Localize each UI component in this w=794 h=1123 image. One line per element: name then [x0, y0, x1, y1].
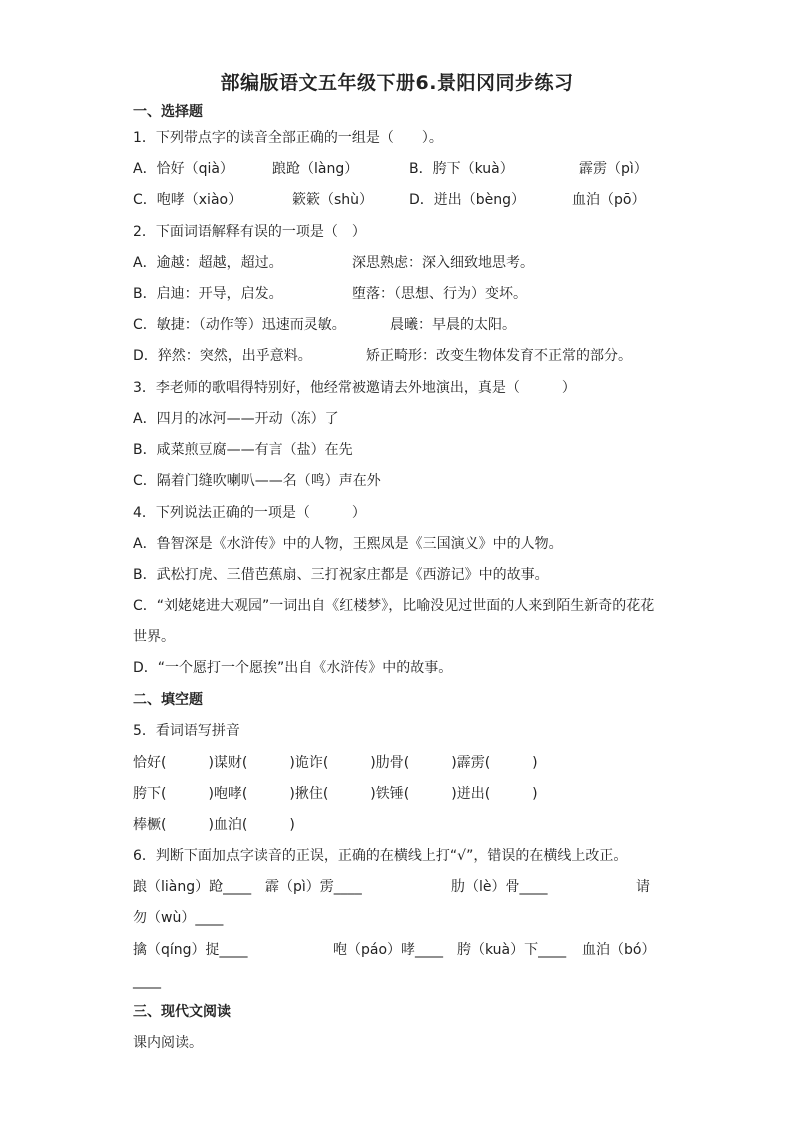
q1-option-c2: 簌簌（shù） [292, 192, 374, 208]
q6-item-1: 踉（liàng）跄____ [133, 879, 252, 895]
q3-option-a: A．四月的冰河——开动（冻）了 [133, 411, 339, 427]
q6-item-4-start: 请 [636, 879, 650, 895]
q2-option-a2: 深思熟虑：深入细致地思考。 [352, 255, 534, 271]
q4-option-a: A．鲁智深是《水浒传》中的人物，王熙凤是《三国演义》中的人物。 [133, 536, 563, 552]
question-1-stem: 1．下列带点字的读音全部正确的一组是（ ）。 [133, 130, 443, 146]
question-2-row-c [133, 315, 663, 335]
q1-option-a: A．恰好（qià） [133, 161, 234, 177]
q4-option-c-continued: 世界。 [133, 629, 175, 645]
question-2-row-a [133, 253, 663, 273]
section-heading-fill: 二、填空题 [133, 692, 203, 708]
question-2-stem: 2．下面词语解释有误的一项是（ ） [133, 224, 366, 240]
q6-row-2: 勿（wù）____ [133, 910, 224, 926]
section-heading-reading: 三、现代文阅读 [133, 1004, 231, 1020]
q4-option-c: C．“刘姥姥进大观园”一词出自《红楼梦》，比喻没见过世面的人来到陌生新奇的花花 [133, 598, 655, 614]
q2-option-b: B．启迪：开导，启发。 [133, 286, 283, 302]
q2-option-a: A．逾越：超越，超过。 [133, 255, 283, 271]
q1-option-c: C．咆哮（xiào） [133, 192, 243, 208]
q6-item-6: 咆（páo）哮____ [333, 942, 444, 958]
q5-row-3: 棒橛( )血泊( ) [133, 817, 295, 833]
question-4-stem: 4．下列说法正确的一项是（ ） [133, 505, 366, 521]
q1-option-a2: 踉跄（làng） [272, 161, 359, 177]
question-5-stem: 5．看词语写拼音 [133, 723, 240, 739]
q1-option-b: B．胯下（kuà） [409, 161, 514, 177]
q2-option-d: D．猝然：突然，出乎意料。 [133, 348, 312, 364]
question-2-row-b [133, 284, 663, 304]
q6-row-4: ____ [133, 973, 161, 989]
section-heading-choice: 一、选择题 [133, 104, 203, 120]
q1-option-d: D．迸出（bèng） [409, 192, 526, 208]
q2-option-b2: 堕落：（思想、行为）变坏。 [352, 286, 527, 302]
question-6-stem: 6．判断下面加点字读音的正误，正确的在横线上打“√”，错误的在横线上改正。 [133, 848, 628, 864]
question-3-stem: 3．李老师的歌唱得特别好，他经常被邀请去外地演出，真是（ ） [133, 380, 576, 396]
q2-option-d2: 矫正畸形：改变生物体发育不正常的部分。 [366, 348, 632, 364]
q4-option-b: B．武松打虎、三借芭蕉扇、三打祝家庄都是《西游记》中的故事。 [133, 567, 549, 583]
q6-row-3 [133, 940, 663, 960]
q3-option-b: B．咸菜煎豆腐——有言（盐）在先 [133, 442, 353, 458]
reading-intro: 课内阅读。 [133, 1035, 203, 1051]
q6-item-2: 霹（pì）雳____ [265, 879, 362, 895]
q6-item-5: 擒（qíng）捉____ [133, 942, 248, 958]
q6-item-7: 胯（kuà）下____ [457, 942, 567, 958]
q2-option-c2: 晨曦：早晨的太阳。 [390, 317, 516, 333]
q3-option-c: C．隔着门缝吹喇叭——名（鸣）声在外 [133, 473, 381, 489]
q6-row-1 [133, 877, 663, 897]
q2-option-c: C．敏捷：（动作等）迅速而灵敏。 [133, 317, 346, 333]
q1-option-d2: 血泊（pō） [572, 192, 646, 208]
question-2-row-d [133, 346, 663, 366]
q1-option-b2: 霹雳（pì） [579, 161, 648, 177]
question-1-row-2 [133, 190, 663, 210]
page-title: 部编版语文五年级下册6.景阳冈同步练习 [220, 72, 574, 94]
q4-option-d: D．“一个愿打一个愿挨”出自《水浒传》中的故事。 [133, 660, 453, 676]
q5-row-1: 恰好( )谋财( )诡诈( )肋骨( )霹雳( ) [133, 755, 538, 771]
q6-item-3: 肋（lè）骨____ [451, 879, 548, 895]
question-1-row-1 [133, 159, 663, 179]
q5-row-2: 胯下( )咆哮( )揪住( )铁锤( )迸出( ) [133, 786, 538, 802]
q6-item-8: 血泊（bó） [582, 942, 656, 958]
